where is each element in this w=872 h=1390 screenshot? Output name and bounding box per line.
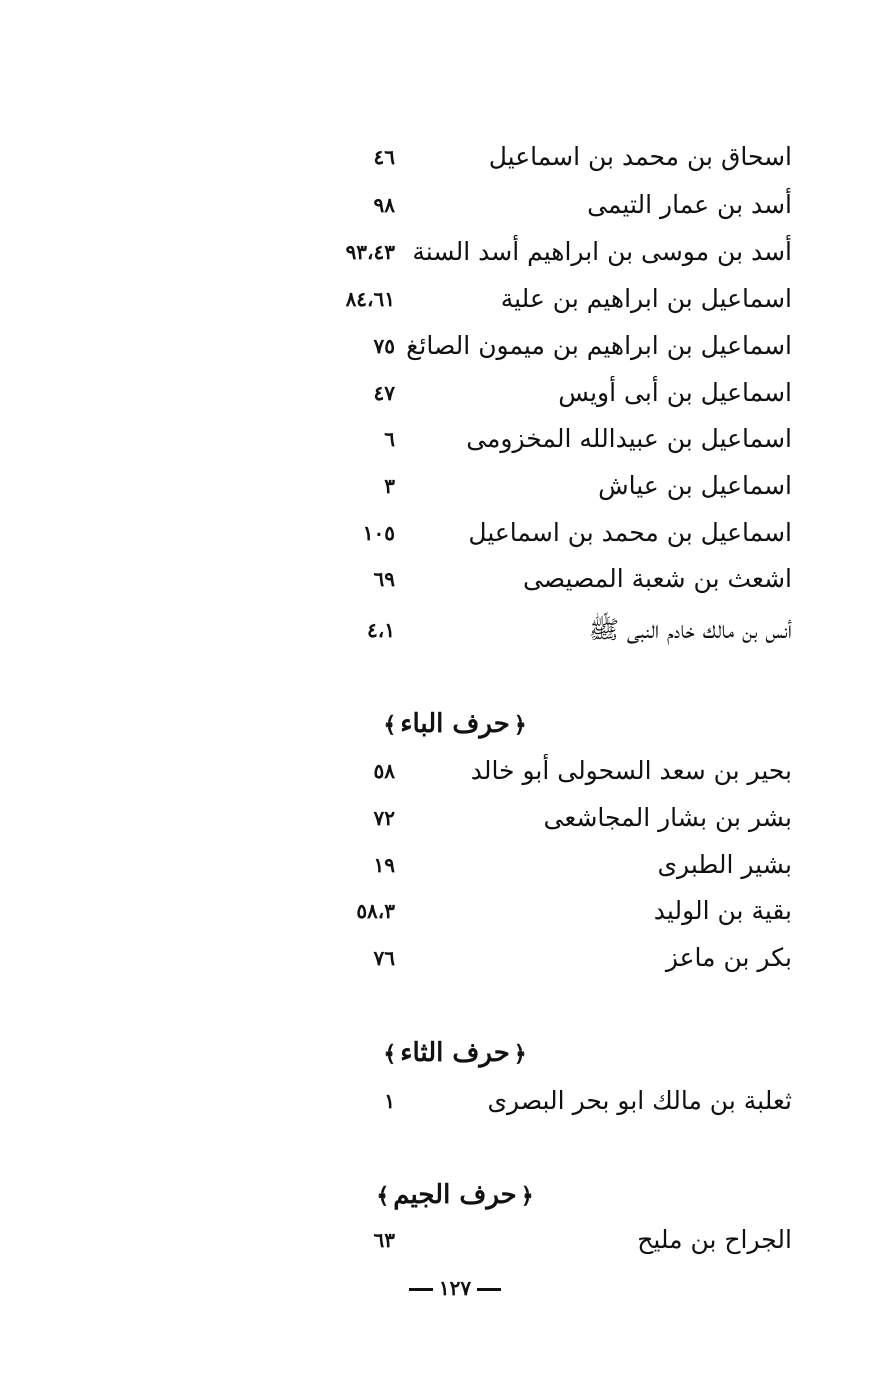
ornate-brace-open: ﴿ [513, 1041, 527, 1067]
folio-dash [477, 1288, 501, 1291]
index-entry [320, 845, 800, 885]
section-heading-text: حرف الباء [400, 709, 510, 739]
entry-name: اسماعيل بن ابراهيم بن ميمون الصائغ [406, 331, 792, 360]
index-entry [320, 1081, 800, 1121]
index-entry [320, 466, 800, 506]
index-entry [320, 513, 800, 553]
entry-pages: ٣ [384, 474, 395, 498]
ornate-brace-open: ﴿ [520, 1183, 534, 1209]
page-number [395, 1270, 515, 1306]
folio-dash [409, 1288, 433, 1291]
index-entry [320, 279, 800, 319]
ornate-brace-close: ﴾ [376, 1183, 390, 1209]
index-entry [320, 891, 800, 931]
index-entry [320, 419, 800, 459]
index-entry [320, 1220, 800, 1260]
section-heading-text: حرف الثاء [400, 1038, 510, 1068]
entry-name: اسماعيل بن محمد بن اسماعيل [468, 518, 792, 547]
entry-name: بحير بن سعد السحولى أبو خالد [470, 756, 792, 785]
index-entry [320, 751, 800, 791]
entry-name: أنس بن مالك خادم النبى ﷺ [588, 615, 792, 644]
entry-name: بشر بن بشار المجاشعى [543, 803, 792, 832]
entry-name: بقية بن الوليد [653, 896, 792, 925]
entry-name: بشير الطبرى [657, 850, 792, 879]
entry-name: اسماعيل بن ابراهيم بن علية [500, 284, 792, 313]
entry-pages: ٦٩ [373, 567, 395, 591]
index-entry [320, 137, 800, 177]
page-number-text: ١٢٧ [438, 1276, 472, 1300]
ornate-brace-close: ﴾ [383, 1041, 397, 1067]
index-entry [320, 798, 800, 838]
index-entry [320, 938, 800, 978]
index-entry [320, 559, 800, 599]
entry-name: اسماعيل بن عبيدالله المخزومى [466, 424, 792, 453]
entry-name: ثعلبة بن مالك ابو بحر البصرى [487, 1086, 792, 1115]
entry-pages: ٦٣ [373, 1228, 395, 1252]
entry-pages: ٧٢ [373, 806, 395, 830]
entry-name: أسد بن عمار التيمى [587, 190, 792, 219]
entry-pages: ٤٦ [373, 145, 395, 169]
entry-pages: ٨٤،٦١ [345, 287, 395, 311]
section-heading-text: حرف الجيم [393, 1180, 517, 1210]
entry-name: اسماعيل بن أبى أويس [558, 378, 792, 407]
entry-pages: ٥٨،٣ [356, 899, 395, 923]
entry-pages: ٩٣،٤٣ [345, 240, 395, 264]
entry-pages: ٤،١ [367, 618, 395, 642]
section-heading [355, 1173, 555, 1217]
entry-pages: ١٩ [373, 853, 395, 877]
entry-name: اسحاق بن محمد بن اسماعيل [488, 142, 792, 171]
entry-pages: ١ [384, 1089, 395, 1113]
entry-pages: ٦ [384, 427, 395, 451]
entry-pages: ٧٥ [373, 334, 395, 358]
entry-name: بكر بن ماعز [665, 943, 792, 972]
entry-pages: ٥٨ [373, 759, 395, 783]
index-entry [320, 610, 800, 650]
entry-pages: ٩٨ [373, 193, 395, 217]
entry-name: الجراح بن مليح [637, 1225, 792, 1254]
entry-name: أسد بن موسى بن ابراهيم أسد السنة [412, 237, 792, 266]
section-heading [355, 1031, 555, 1075]
index-entry [320, 326, 800, 366]
entry-pages: ٤٧ [373, 381, 395, 405]
ornate-brace-close: ﴾ [383, 712, 397, 738]
entry-name: اشعث بن شعبة المصيصى [522, 564, 792, 593]
ornate-brace-open: ﴿ [513, 712, 527, 738]
index-entry [320, 232, 800, 272]
entry-pages: ٧٦ [373, 946, 395, 970]
section-heading [355, 702, 555, 746]
index-entry [320, 185, 800, 225]
entry-pages: ١٠٥ [362, 521, 395, 545]
index-entry [320, 373, 800, 413]
entry-name: اسماعيل بن عياش [598, 471, 792, 500]
